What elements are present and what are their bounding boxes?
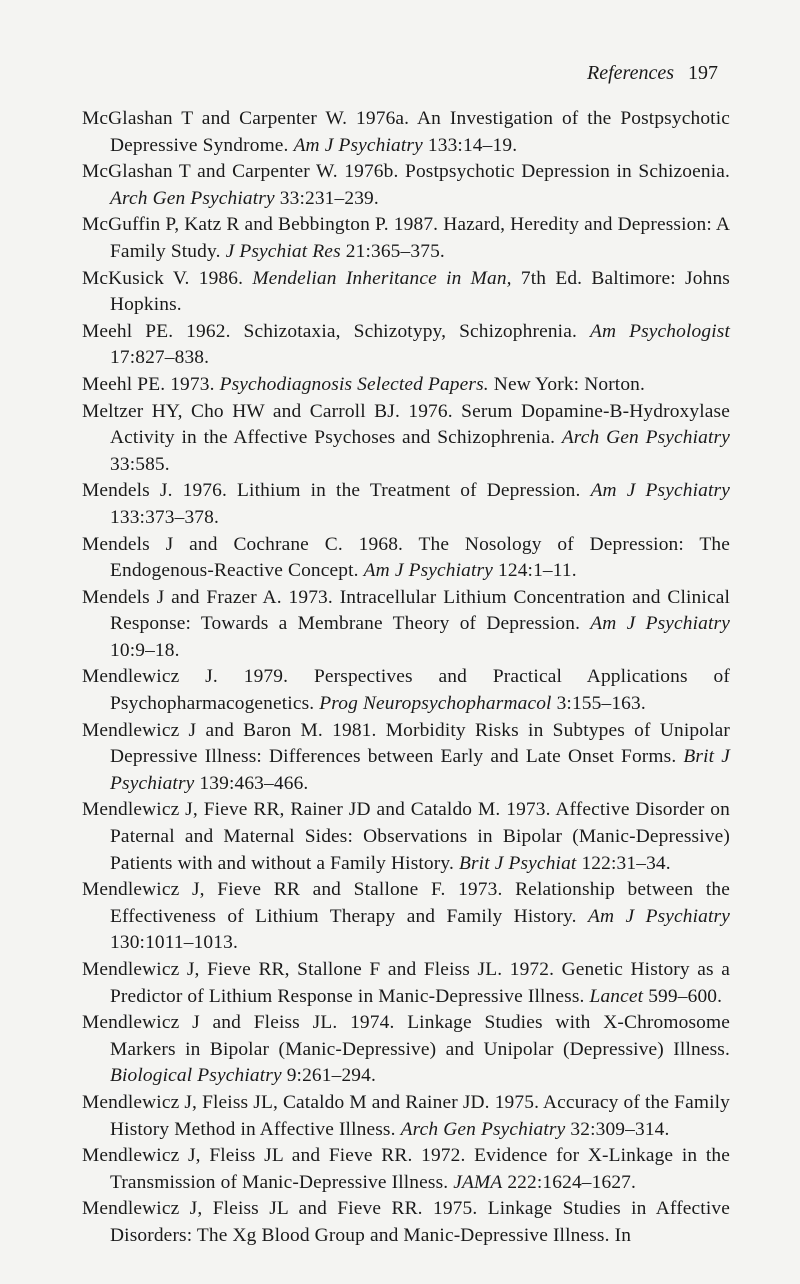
citation-volume-pages: 3:155–163. [551, 693, 646, 715]
journal-title: Arch Gen Psychiatry [561, 427, 730, 449]
running-head [587, 60, 718, 86]
page-number: 197 [688, 62, 718, 84]
reference-entry [82, 1196, 730, 1249]
reference-entry [82, 159, 730, 212]
journal-title: Brit J Psychiat [458, 852, 577, 874]
journal-title: Brit J Psychiatry [110, 746, 730, 794]
reference-entry [82, 372, 730, 399]
reference-text: Mendlewicz J, Fleiss JL and Fieve RR. 1975. Linkage Studies in Affective Disorders: The Xg Blood Group and Manic-Depressive Illness. In [82, 1198, 730, 1246]
reference-entry [82, 957, 730, 1010]
reference-text: Mendlewicz J, Fieve RR and Stallone F. 1973. Relationship between the Effectiveness of Lithium Therapy and Family History. [82, 879, 730, 927]
journal-title: J Psychiat Res [225, 240, 341, 262]
reference-entry [82, 532, 730, 585]
journal-title: Am J Psychiatry [590, 480, 730, 502]
reference-entry [82, 399, 730, 479]
journal-title: Arch Gen Psychiatry [110, 187, 275, 209]
citation-volume-pages: 130:1011–1013. [110, 932, 238, 954]
reference-entry [82, 718, 730, 798]
reference-entry [82, 478, 730, 531]
journal-title: Psychodiagnosis Selected Papers. [219, 373, 489, 395]
journal-title: Prog Neuropsychopharmacol [319, 693, 552, 715]
reference-entry [82, 664, 730, 717]
journal-title: Biological Psychiatry [110, 1065, 282, 1087]
citation-volume-pages: 7th Ed. Baltimore: Johns Hopkins. [110, 267, 730, 316]
section-title: References [587, 62, 674, 84]
reference-entry [82, 266, 730, 319]
reference-text: Mendels J and Cochrane C. 1968. The Nosology of Depression: The Endogenous-Reactive Concept. [82, 533, 730, 582]
citation-volume-pages: 599–600. [643, 985, 723, 1007]
journal-title: Am J Psychiatry [587, 905, 730, 927]
reference-entry [82, 1010, 730, 1090]
citation-volume-pages: New York: Norton. [488, 373, 646, 395]
reference-entry [82, 1090, 730, 1143]
citation-volume-pages: 17:827–838. [110, 347, 210, 369]
journal-title: Mendelian Inheritance in Man, [252, 267, 512, 289]
reference-entry [82, 212, 730, 265]
citation-volume-pages: 10:9–18. [110, 639, 180, 661]
journal-title: Arch Gen Psychiatry [400, 1118, 566, 1140]
reference-text: McKusick V. 1986. [82, 267, 253, 289]
journal-title: Am J Psychiatry [293, 134, 423, 156]
citation-volume-pages: 139:463–466. [194, 772, 309, 794]
citation-volume-pages: 32:309–314. [565, 1118, 670, 1140]
reference-list [82, 106, 730, 1250]
reference-entry [82, 1143, 730, 1196]
reference-text: Meehl PE. 1962. Schizotaxia, Schizotypy, Schizophrenia. [82, 320, 590, 342]
journal-title: JAMA [453, 1171, 503, 1193]
journal-title: Am J Psychiatry [363, 560, 493, 582]
reference-entry [82, 585, 730, 665]
reference-entry [82, 877, 730, 957]
citation-volume-pages: 124:1–11. [493, 560, 577, 582]
citation-volume-pages: 33:231–239. [274, 187, 379, 209]
reference-text: Mendlewicz J and Fleiss JL. 1974. Linkage Studies with X-Chromosome Markers in Bipolar (Manic-Depressive) and Unipolar (Depressive) Illness. [82, 1012, 730, 1060]
reference-text: Mendlewicz J, Fieve RR, Stallone F and Fleiss JL. 1972. Genetic History as a Predictor of Lithium Response in Manic-Depressive Illness. [82, 959, 730, 1007]
citation-volume-pages: 222:1624–1627. [502, 1171, 637, 1193]
reference-text: Mendlewicz J, Fieve RR, Rainer JD and Cataldo M. 1973. Affective Disorder on Paternal and Maternal Sides: Observations in Bipolar (Manic-Depressive) Patients with and without a Family History. [82, 799, 730, 874]
citation-volume-pages: 122:31–34. [576, 852, 671, 874]
reference-text: Mendlewicz J. 1979. Perspectives and Practical Applications of Psychopharmacogenetics. [82, 666, 730, 715]
reference-entry [82, 106, 730, 159]
citation-volume-pages: 33:585. [110, 453, 170, 475]
citation-volume-pages: 21:365–375. [340, 240, 445, 262]
reference-entry [82, 797, 730, 877]
reference-text: Mendels J and Frazer A. 1973. Intracellular Lithium Concentration and Clinical Response: Towards a Membrane Theory of Depression. [82, 586, 730, 635]
reference-text: Meehl PE. 1973. [82, 373, 220, 395]
reference-text: McGlashan T and Carpenter W. 1976a. An Investigation of the Postpsychotic Depressive Syndrome. [82, 108, 730, 156]
citation-volume-pages: 9:261–294. [281, 1065, 376, 1087]
reference-text: Mendels J. 1976. Lithium in the Treatment of Depression. [82, 480, 591, 502]
reference-text: Mendlewicz J, Fleiss JL and Fieve RR. 1972. Evidence for X-Linkage in the Transmission of Manic-Depressive Illness. [82, 1145, 730, 1193]
reference-text: Meltzer HY, Cho HW and Carroll BJ. 1976. Serum Dopamine-B-Hydroxylase Activity in the Affective Psychoses and Schizophrenia. [82, 400, 730, 449]
citation-volume-pages: 133:14–19. [422, 134, 518, 156]
citation-volume-pages: 133:373–378. [110, 506, 219, 528]
journal-title: Am Psychologist [589, 320, 730, 342]
reference-text: McGlashan T and Carpenter W. 1976b. Postpsychotic Depression in Schizoenia. [82, 161, 730, 183]
reference-text: McGuffin P, Katz R and Bebbington P. 1987. Hazard, Heredity and Depression: A Family Study. [82, 214, 730, 262]
reference-text: Mendlewicz J, Fleiss JL, Cataldo M and Rainer JD. 1975. Accuracy of the Family History Method in Affective Illness. [82, 1091, 730, 1140]
reference-entry [82, 319, 730, 372]
journal-title: Lancet [589, 985, 644, 1007]
reference-text: Mendlewicz J and Baron M. 1981. Morbidity Risks in Subtypes of Unipolar Depressive Illness: Differences between Early and Late Onset Forms. [82, 719, 730, 768]
journal-title: Am J Psychiatry [590, 613, 730, 635]
